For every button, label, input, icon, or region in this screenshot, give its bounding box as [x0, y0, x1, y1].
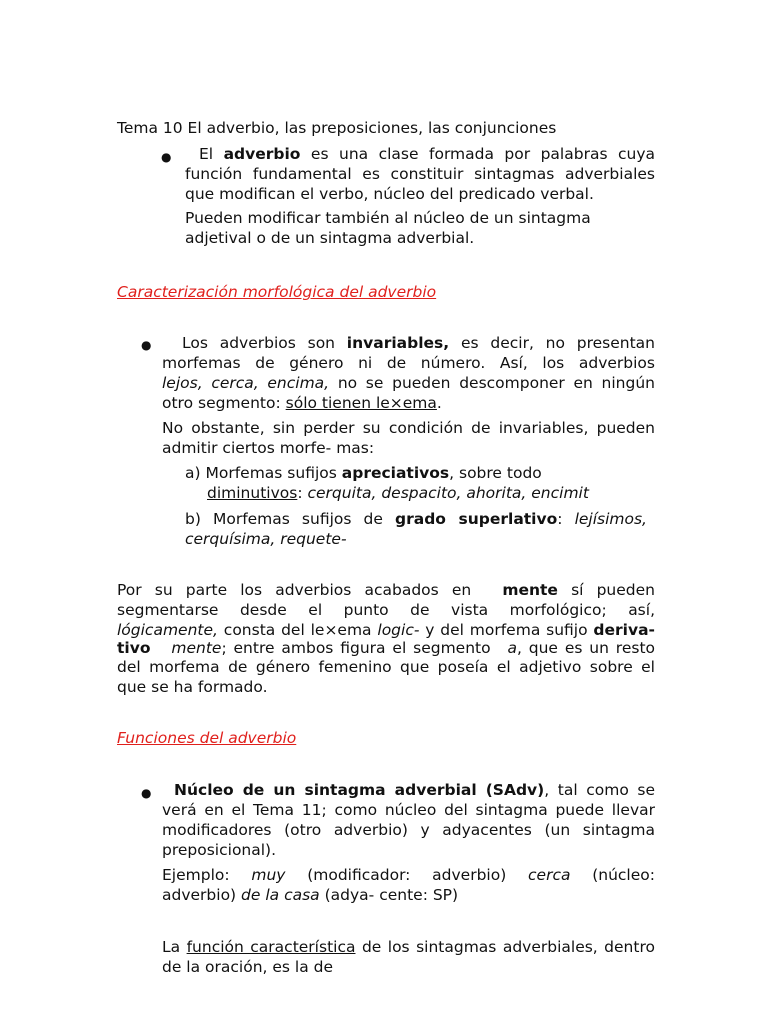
mente-line-4: tivo mente; entre ambos figura el segmento a, que es un resto — [117, 639, 656, 657]
s2-example-line-1: Ejemplo: muy (modificador: adverbio) cerca (núcleo: — [162, 866, 655, 884]
intro-p2-line-2: adjetival o de un sintagma adverbial. — [185, 229, 475, 247]
s1-p2-line-2: admitir ciertos morfe- mas: — [162, 439, 375, 457]
mente-line-1: Por su parte los adverbios acabados en mente sí pueden — [117, 581, 655, 599]
s1-p2-line-1: No obstante, sin perder su condición de invariables, pueden — [162, 419, 655, 437]
s2-funcion-line-1: La función característica de los sintagmas adverbiales, dentro — [162, 938, 655, 956]
s2-line-2: verá en el Tema 11; como núcleo del sintagma puede llevar — [162, 801, 655, 819]
mente-line-2: segmentarse desde el punto de vista morfológico; así, — [117, 601, 655, 619]
page-title: Tema 10 El adverbio, las preposiciones, las conjunciones — [117, 119, 557, 137]
s1-line-4: otro segmento: sólo tienen le×ema. — [162, 394, 442, 412]
bullet: ● — [141, 786, 152, 800]
s2-line-4: preposicional). — [162, 841, 277, 859]
s1-item-b-line-2: cerquísima, requete- — [185, 530, 347, 548]
section-heading-morfologia: Caracterización morfológica del adverbio — [117, 283, 437, 301]
s2-line-1: Núcleo de un sintagma adverbial (SAdv), tal como se — [174, 781, 655, 799]
s1-line-1: Los adverbios son invariables, es decir, no presentan — [182, 334, 655, 352]
bullet: ● — [161, 150, 172, 164]
s1-line-3: lejos, cerca, encima, no se pueden descomponer en ningún — [162, 374, 655, 392]
intro-line-1: El adverbio es una clase formada por palabras cuya — [199, 145, 655, 163]
mente-line-6: que se ha formado. — [117, 678, 268, 696]
bullet: ● — [141, 338, 152, 352]
section-heading-funciones: Funciones del adverbio — [117, 729, 297, 747]
s1-line-2: morfemas de género ni de número. Así, los adverbios — [162, 354, 655, 372]
mente-line-3: lógicamente, consta del le×ema logic- y del morfema sufijo deriva- — [117, 621, 655, 639]
mente-line-5: del morfema de género femenino que poseía el adjetivo sobre el — [117, 658, 655, 676]
s2-funcion-line-2: de la oración, es la de — [162, 958, 334, 976]
s1-item-a-line-1: a) Morfemas sufijos apreciativos, sobre todo — [185, 464, 542, 482]
s1-item-b-line-1: b) Morfemas sufijos de grado superlativo: lejísimos, — [185, 510, 647, 528]
s2-line-3: modificadores (otro adverbio) y adyacentes (un sintagma — [162, 821, 655, 839]
intro-p2-line-1: Pueden modificar también al núcleo de un sintagma — [185, 209, 591, 227]
s1-item-a-line-2: diminutivos: cerquita, despacito, ahorita, encimit — [207, 484, 589, 502]
intro-line-3: que modifican el verbo, núcleo del predicado verbal. — [185, 185, 594, 203]
intro-line-2: función fundamental es constituir sintagmas adverbiales — [185, 165, 655, 183]
s2-example-line-2: adverbio) de la casa (adya- cente: SP) — [162, 886, 459, 904]
